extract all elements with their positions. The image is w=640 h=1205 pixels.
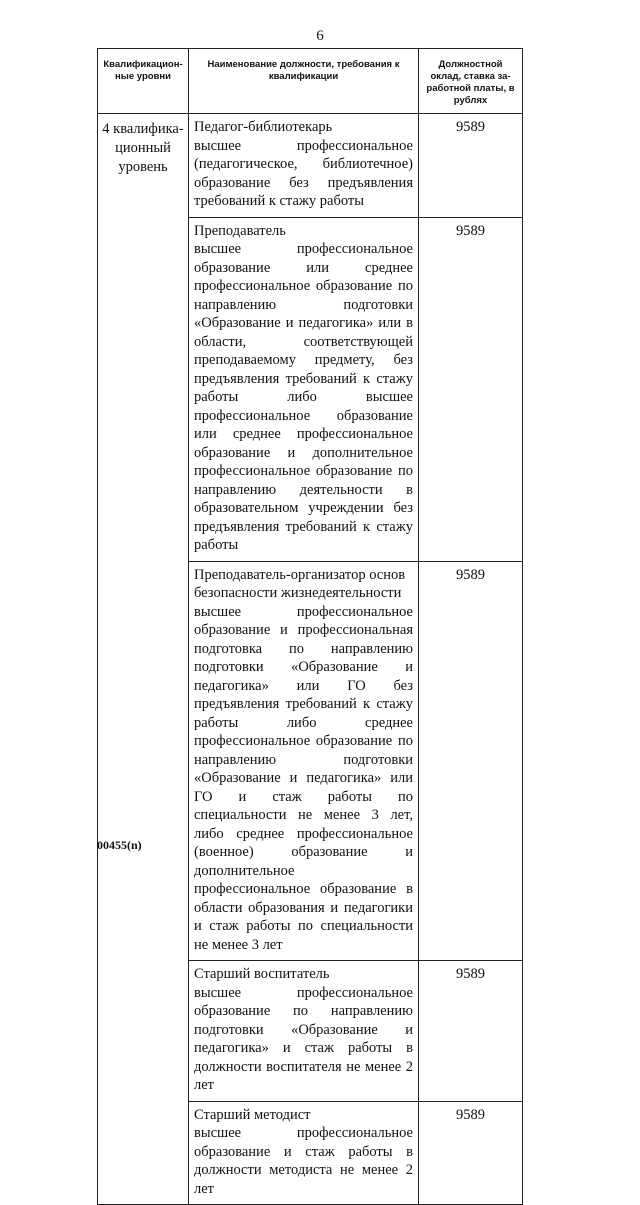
position-cell: [189, 217, 419, 561]
position-cell: [189, 114, 419, 218]
position-cell: [189, 961, 419, 1102]
qualification-table: [97, 48, 523, 1205]
header-position: Наименование должности, требования к квалификации: [189, 49, 419, 114]
table-row: [98, 114, 523, 218]
position-requirements: высшее профессиональное образование по направлению подготовки «Образование и педагогика» и стаж работы в должности воспитателя не менее 2 лет: [194, 984, 413, 1093]
position-title: Преподаватель-организатор основ безопасности жизнедеятельности: [194, 566, 406, 601]
position-title: Старший воспитатель: [194, 966, 330, 982]
position-cell: [189, 561, 419, 961]
salary-cell: 9589: [419, 1101, 523, 1205]
document-footer-code: 00455(n): [97, 838, 142, 852]
salary-cell: 9589: [419, 114, 523, 218]
header-level: Квалификацион-ные уровни: [98, 49, 189, 114]
qualification-level-cell: 4 квалифика-ционный уровень: [98, 114, 189, 1205]
table-header-row: [98, 49, 523, 114]
position-title: Старший методист: [194, 1106, 311, 1123]
salary-cell: 9589: [419, 561, 523, 961]
position-requirements: высшее профессиональное образование и профессиональная подготовка по направлению подготовки «Образование и педагогика» или ГО без предъявления требований к стажу работы либо среднее профессиональное образование по направлению подготовки «Образование и педагогика» или ГО и стаж работы по специальности не менее 3 лет, либо среднее профессиональное (военное) образование и дополнительное профессиональное образование в области образования и педагогики и стаж работы по специальности не менее 3 лет: [194, 603, 413, 953]
position-cell: [189, 1101, 419, 1205]
salary-cell: 9589: [419, 961, 523, 1102]
salary-cell: 9589: [419, 217, 523, 561]
position-requirements: высшее профессиональное образование и стаж работы в должности методиста не менее 2 лет: [194, 1125, 413, 1197]
position-requirements: высшее профессиональное (педагогическое, библиотечное) образование без предъявления требований к стажу работы: [194, 137, 413, 209]
position-title: Педагог-библиотекарь: [194, 119, 333, 135]
page-number: 6: [316, 28, 324, 44]
position-requirements: высшее профессиональное образование или среднее профессиональное образование по направлению подготовки «Образование и педагогика» или в области, соответствующей преподаваемому предмету, без предъявления требований к стажу работы либо высшее профессиональное образование или среднее профессиональное образование и дополнительное профессиональное образование по направлению деятельности в образовательном учреждении без предъявления требований к стажу работы: [194, 241, 413, 553]
header-salary: Должностной оклад, ставка за-работной платы, в рублях: [419, 49, 523, 114]
position-title: Преподаватель: [194, 222, 286, 239]
